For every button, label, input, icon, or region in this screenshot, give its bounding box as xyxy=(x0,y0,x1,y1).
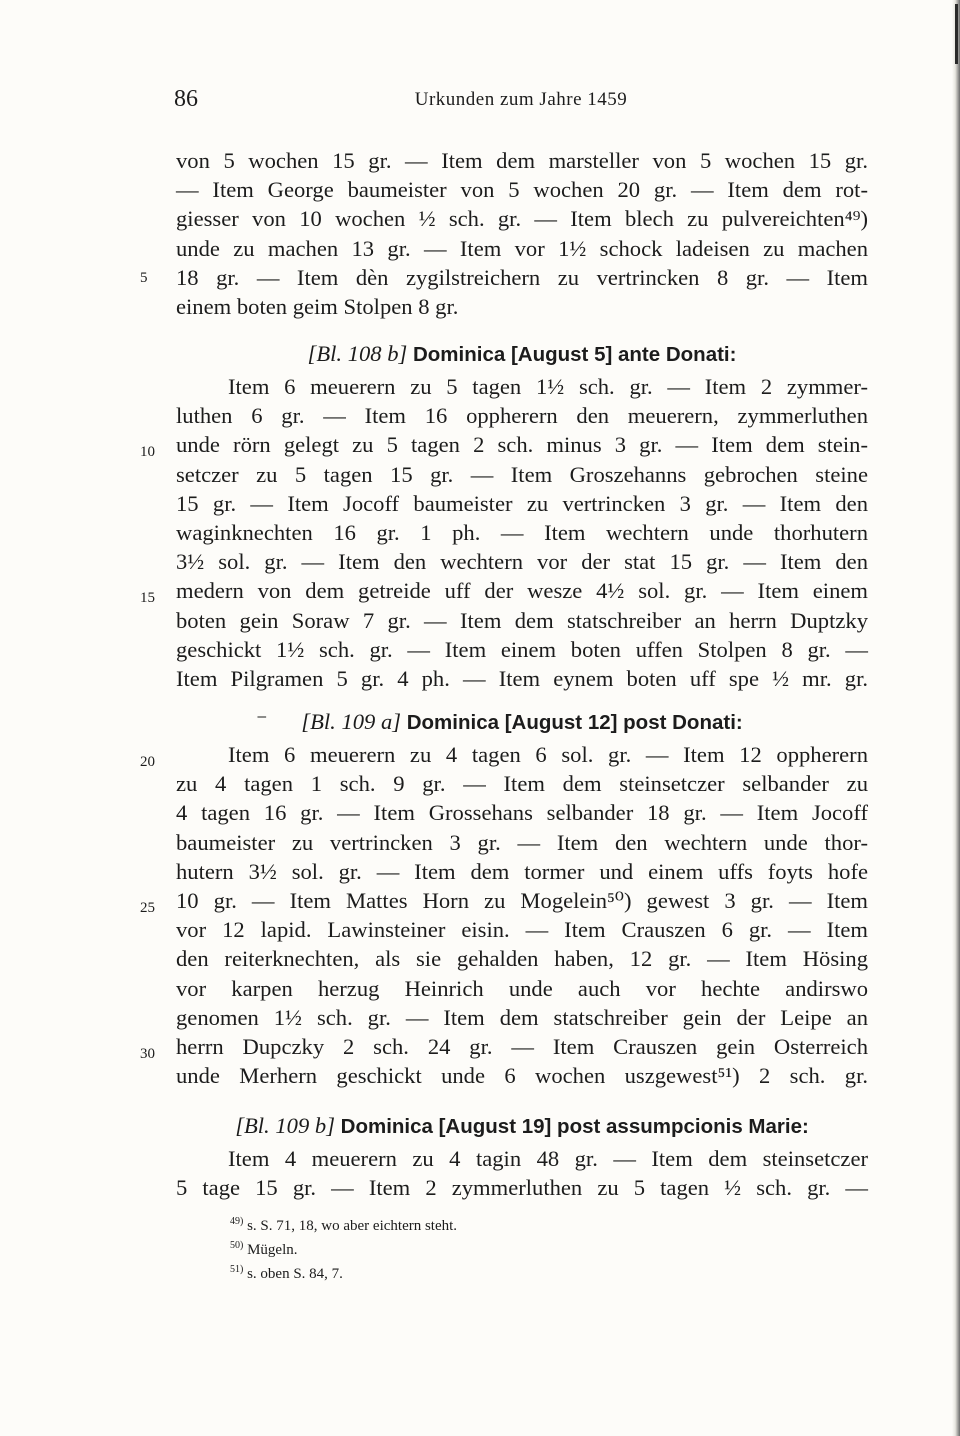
page-header xyxy=(174,86,868,126)
text-line: vor 12 lapid. Lawinsteiner eisin. — Item Crauszen 6 gr. — Item xyxy=(176,917,868,943)
running-title: Urkunden zum Jahre 1459 xyxy=(414,89,628,110)
margin-mark: ⁻ xyxy=(256,708,268,733)
footnote xyxy=(230,1212,457,1236)
line-number: 10 xyxy=(140,444,155,460)
section-title: Dominica [August 19] post assumpcionis Marie: xyxy=(340,1115,809,1138)
footnote-mark: 49) xyxy=(230,1216,244,1227)
text-line: giesser von 10 wochen ½ sch. gr. — Item blech zu pulvereichten⁴⁹) xyxy=(176,206,868,232)
section-title: Dominica [August 5] ante Donati: xyxy=(412,343,737,366)
footnote xyxy=(230,1236,457,1260)
text-line: medern von dem getreide uff der wesze 4½ sol. gr. — Item einem xyxy=(176,578,868,604)
line-number: 15 xyxy=(140,590,155,606)
text-line: geschickt 1½ sch. gr. — Item einem boten uffen Stolpen 8 gr. — xyxy=(176,636,868,662)
text-line: Item 6 meuerern zu 4 tagen 6 sol. gr. — Item 12 oppherern xyxy=(228,742,868,767)
text-line: unde rörn gelegt zu 5 tagen 2 sch. minus 3 gr. — Item dem stein- xyxy=(176,432,868,458)
text-line: Item Pilgramen 5 gr. 4 ph. — Item eynem boten uff spe ½ mr. gr. xyxy=(176,665,868,691)
line-number: 5 xyxy=(140,270,148,286)
text-line: vor karpen herzug Heinrich unde auch vor hechte andirswo xyxy=(176,975,868,1001)
line-number: 20 xyxy=(140,754,155,770)
text-line: von 5 wochen 15 gr. — Item dem marsteller von 5 wochen 15 gr. xyxy=(176,148,868,173)
page-number: 86 xyxy=(174,86,198,112)
footnotes xyxy=(230,1212,457,1284)
section-1 xyxy=(176,336,868,693)
text-line: Item 4 meuerern zu 4 tagin 48 gr. — Item dem steinsetczer xyxy=(228,1146,868,1171)
line-number: 30 xyxy=(140,1046,155,1062)
text-line: — Item George baumeister von 5 wochen 20 gr. — Item dem rot- xyxy=(176,177,868,203)
text-line: 15 gr. — Item Jocoff baumeister zu vertrincken 3 gr. — Item den xyxy=(176,490,868,516)
footnote-text: Mügeln. xyxy=(247,1242,298,1258)
section-heading xyxy=(176,336,868,372)
text-block-1 xyxy=(176,146,868,321)
section-heading xyxy=(176,1108,868,1144)
line-number: 25 xyxy=(140,900,155,916)
text-line: Item 6 meuerern zu 5 tagen 1½ sch. gr. — Item 2 zymmer- xyxy=(228,374,868,399)
footnote xyxy=(230,1260,457,1284)
text-line: luthen 6 gr. — Item 16 oppherern den meuerern, zymmerluthen xyxy=(176,403,868,429)
binding-mark xyxy=(955,4,958,64)
footnote-mark: 51) xyxy=(230,1264,244,1275)
text-line: zu 4 tagen 1 sch. 9 gr. — Item dem steinsetczer selbander zu xyxy=(176,771,868,797)
text-line: waginknechten 16 gr. 1 ph. — Item wechtern unde thorhutern xyxy=(176,519,868,545)
text-line: 10 gr. — Item Mattes Horn zu Mogelein⁵⁰) gewest 3 gr. — Item xyxy=(176,887,868,913)
text-line: herrn Dupczky 2 sch. 24 gr. — Item Crauszen gein Osterreich xyxy=(176,1033,868,1059)
text-line: boten gein Soraw 7 gr. — Item dem statschreiber an herrn Duptzky xyxy=(176,607,868,633)
folio-reference: [Bl. 108 b] xyxy=(307,341,408,366)
section-title: Dominica [August 12] post Donati: xyxy=(406,711,743,734)
folio-reference: [Bl. 109 a] xyxy=(301,709,402,734)
text-line: 3½ sol. gr. — Item den wechtern vor der stat 15 gr. — Item den xyxy=(176,549,868,575)
footnote-text: s. oben S. 84, 7. xyxy=(247,1266,343,1282)
text-line: einem boten geim Stolpen 8 gr. xyxy=(176,293,459,319)
text-line: 4 tagen 16 gr. — Item Grossehans selbander 18 gr. — Item Jocoff xyxy=(176,800,868,826)
section-3 xyxy=(176,1108,868,1202)
text-line: 5 tage 15 gr. — Item 2 zymmerluthen zu 5 tagen ½ sch. gr. — xyxy=(176,1175,868,1201)
text-line: unde zu machen 13 gr. — Item vor 1½ schock ladeisen zu machen xyxy=(176,235,868,261)
text-line: setczer zu 5 tagen 15 gr. — Item Groszehanns gebrochen steine xyxy=(176,461,868,487)
folio-reference: [Bl. 109 b] xyxy=(235,1113,335,1138)
section-2 xyxy=(176,704,868,1090)
section-heading xyxy=(176,704,868,740)
footnote-text: s. S. 71, 18, wo aber eichtern steht. xyxy=(247,1218,458,1234)
text-line: unde Merhern geschickt unde 6 wochen uszgewest⁵¹) 2 sch. gr. xyxy=(176,1063,868,1089)
text-line: 18 gr. — Item dèn zygilstreichern zu vertrincken 8 gr. — Item xyxy=(176,264,868,290)
text-line: den reiterknechten, als sie gehalden haben, 12 gr. — Item Hösing xyxy=(176,946,868,972)
footnote-mark: 50) xyxy=(230,1240,244,1251)
text-line: hutern 3½ sol. gr. — Item dem tormer und einem uffs foyts hofe xyxy=(176,858,868,884)
text-line: baumeister zu vertrincken 3 gr. — Item den wechtern unde thor- xyxy=(176,829,868,855)
text-line: genomen 1½ sch. gr. — Item dem statschreiber gein der Leipe an xyxy=(176,1004,868,1030)
page-edge xyxy=(952,0,960,1436)
